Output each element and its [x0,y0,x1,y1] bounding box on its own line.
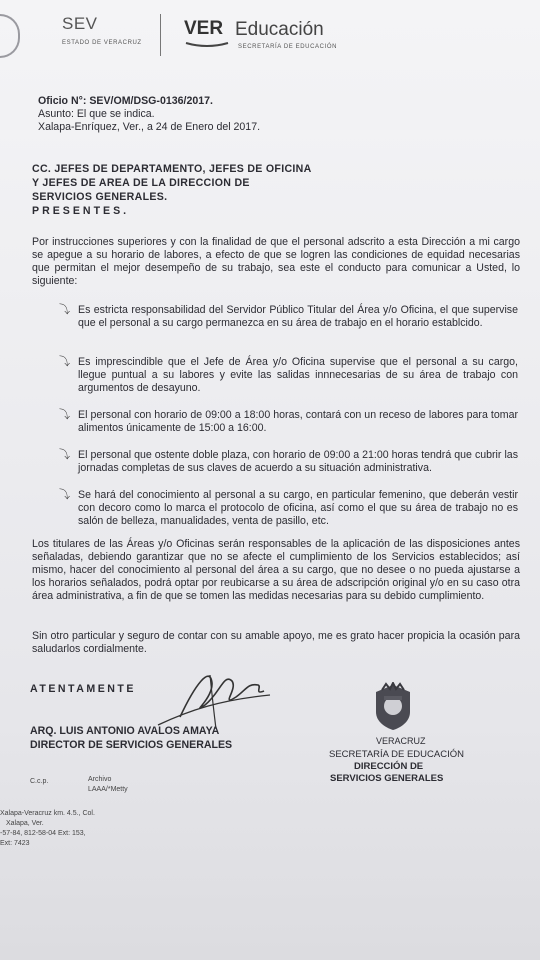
stamp-servicios: SERVICIOS GENERALES [330,773,444,784]
bullet-item-1: Es estricta responsabilidad del Servidor Público Titular del Área y/o Oficina, el que supervise que el personal a su cargo permanezca en su área de trabajo en el horario establcido. [78,304,518,329]
signatory-title: DIRECTOR DE SERVICIOS GENERALES [30,739,233,751]
handwritten-signature [150,655,280,735]
recipient-line-4: PRESENTES. [32,205,130,217]
intro-paragraph: Por instrucciones superiores y con la finalidad de que el personal adscrito a esta Dirección a mi cargo se apegue a su horario de labores, a efecto de que se logren las condiciones de equidad necesarias que permitan el mejor desempeño de su trabajo, sea este el conducto para comunicar a Usted, lo siguiente: [32,236,520,287]
educacion-subtitle: SECRETARÍA DE EDUCACIÓN [238,44,338,50]
date-line: Xalapa-Enríquez, Ver., a 24 de Enero del 2017. [38,121,261,133]
recipient-line-3: SERVICIOS GENERALES. [32,191,168,203]
bullet-item-5: Se hará del conocimiento al personal a su cargo, en particular femenino, que deberán vestir con decoro como lo marca el protocolo de oficina, así como el que su área de trabajo no es salón de belleza, manualidades, venta de pasillo, etc. [78,489,518,527]
ver-swoosh-icon [184,40,230,48]
bullet-item-2: Es imprescindible que el Jefe de Área y/o Oficina supervise que el personal a su cargo, llegue puntual a su labores y evite las salidas innnecesarias de su área de trabajo con argumentos de desayuno. [78,356,518,394]
sev-subtitle: ESTADO DE VERACRUZ [62,40,142,46]
veracruz-coat-of-arms-icon [370,682,416,732]
farewell-paragraph: Sin otro particular y seguro de contar con su amable apoyo, me es grato hacer propicia la ocasión para saludarlos cordialmente. [32,630,520,655]
initials-label: LAAA/*Metty [88,786,128,793]
ver-logo: VER [184,18,224,39]
stamp-secretaria: SECRETARÍA DE EDUCACIÓN [329,749,464,760]
address-line-2: Xalapa, Ver. [6,820,44,827]
address-line-1: Xalapa-Veracruz km. 4.5., Col. [0,810,95,817]
stamp-direccion: DIRECCIÓN DE [354,761,424,772]
asunto-line: Asunto: El que se indica. [38,108,155,120]
educacion-logo: Educación [235,19,324,40]
atentamente-label: ATENTAMENTE [30,683,136,695]
bullet-arrow-icon: ⤵ [59,489,70,501]
bullet-item-4: El personal que ostente doble plaza, con horario de 09:00 a 21:00 horas tendrá que cubrir las jornadas completas de sus claves de acuerdo a su situación administrativa. [78,449,518,474]
recipient-line-1: CC. JEFES DE DEPARTAMENTO, JEFES DE OFICINA [32,163,312,175]
header-divider [160,14,161,56]
ccp-label: C.c.p. [30,778,49,785]
address-line-4: Ext: 7423 [0,840,30,847]
recipient-line-2: Y JEFES DE AREA DE LA DIRECCION DE [32,177,250,189]
sev-logo: SEV [62,14,98,33]
bullet-item-3: El personal con horario de 09:00 a 18:00 horas, contará con un receso de labores para tomar alimentos únicamente de 15:00 a 16:00. [78,409,518,434]
stamp-veracruz: VERACRUZ [376,736,426,746]
bullet-arrow-icon: ⤵ [59,304,70,316]
address-line-3: -57-84, 812-58-04 Ext: 153, [0,830,86,837]
state-seal-icon [0,14,20,58]
bullet-arrow-icon: ⤵ [59,356,70,368]
archivo-label: Archivo [88,776,112,783]
bullet-arrow-icon: ⤵ [59,449,70,461]
bullet-arrow-icon: ⤵ [59,409,70,421]
closing-paragraph: Los titulares de las Áreas y/o Oficinas serán responsables de la aplicación de las disposiciones antes señaladas, debiendo garantizar que no se afecte el cumplimiento de los Servicios establecidos; así mismo, hacer del conocimiento al personal del área a su cargo, que no desee o no pueda ajustarse a los horarios señalados, podrá optar por reubicarse a su área de adscripción original y/o en su caso otra área administrativa, a fin de que se tomen las medidas necesarias para su debido cumplimiento. [32,538,520,602]
signatory-name: ARQ. LUIS ANTONIO AVALOS AMAYA [30,725,220,737]
oficio-number: Oficio N°: SEV/OM/DSG-0136/2017. [38,95,213,107]
